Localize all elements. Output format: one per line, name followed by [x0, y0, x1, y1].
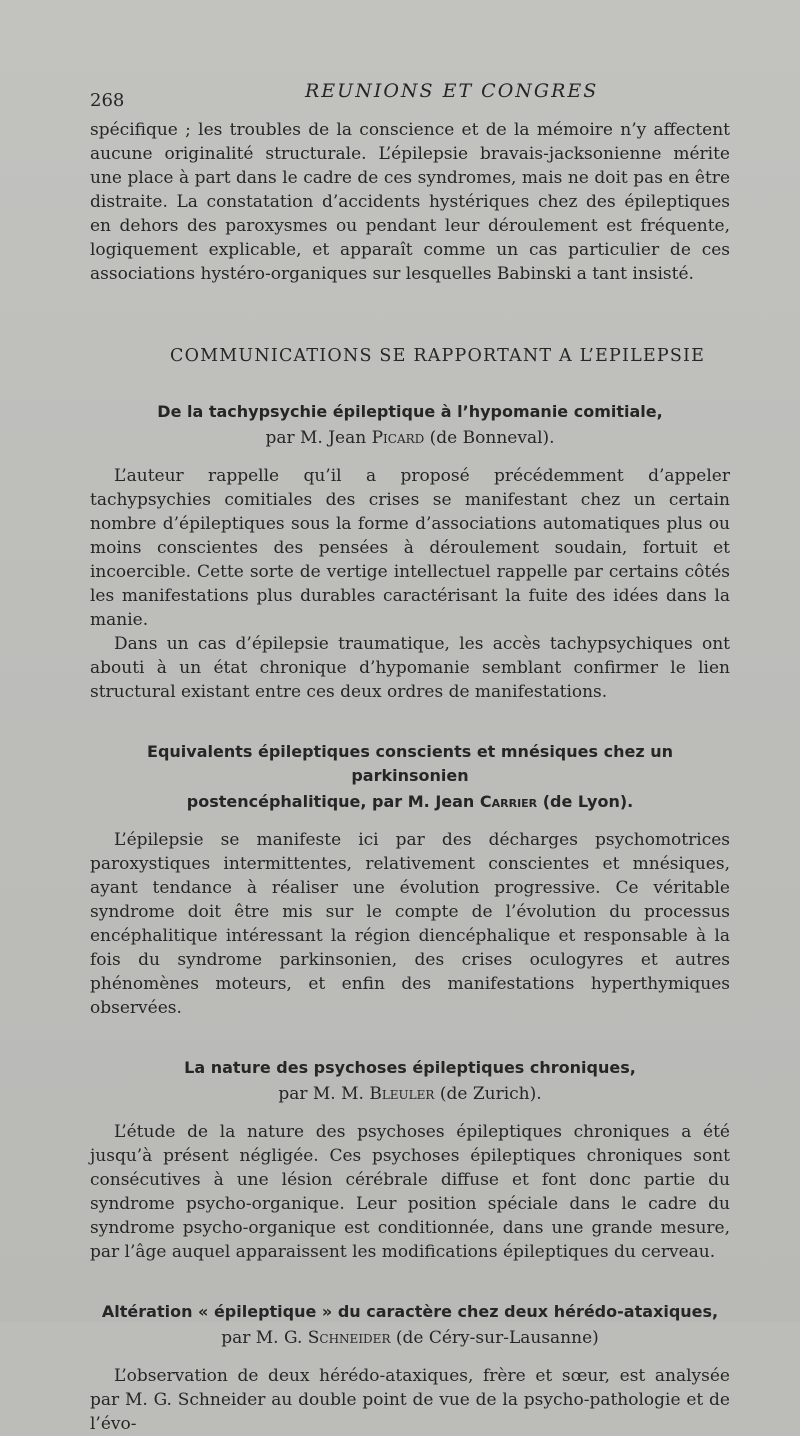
page-number: 268 — [90, 90, 125, 111]
section-title: COMMUNICATIONS SE RAPPORTANT A L’EPILEPSIE — [170, 346, 706, 366]
author-name: Picard — [371, 428, 425, 448]
communication-title — [90, 740, 730, 788]
author-name: Schneider — [307, 1328, 391, 1348]
running-title: REUNIONS ET CONGRES — [305, 80, 599, 102]
intro-paragraph: spécifique ; les troubles de la conscience et de la mémoire n’y affectent aucune originalité structurale. L’épilepsie bravais-jacksonienne mérite une place à part dans le cadre de ces syndromes, mais ne doit pas en être distraite. La constatation d’accidents hystériques chez des épileptiques en dehors des paroxysmes ou pendant leur déroulement est fréquente, logiquement explicable, et apparaît comme un cas particulier de ces associations hystéro-organiques sur lesquelles Babinski a tant insisté. — [90, 120, 730, 284]
communication-paragraph: L’observation de deux hérédo-ataxiques, frère et sœur, est analysée par M. G. Schneider au double point de vue de la psycho-pathologie et de l’évo- — [90, 1366, 730, 1434]
communication-2 — [90, 740, 730, 1020]
communication-1 — [90, 400, 730, 704]
communication-paragraph: L’épilepsie se manifeste ici par des décharges psychomotrices paroxystiques intermittentes, relativement conscientes et mnésiques, ayant tendance à réaliser une évolution progressive. Ce véritable syndrome doit être mis sur le compte de l’évolution du processus encéphalitique intéressant la région diencéphalique et responsable à la fois du syndrome parkinsonien, des crises oculogyres et autres phénomènes moteurs, et enfin des manifestations hyperthymiques observées. — [90, 830, 730, 1018]
communication-paragraph: L’étude de la nature des psychoses épileptiques chroniques a été jusqu’à présent négligée. Ces psychoses épileptiques chroniques sont consécutives à une lésion cérébrale diffuse et font donc partie du syndrome psycho-organique. Leur position spéciale dans le cadre du syndrome psycho-organique est conditionnée, dans une grande mesure, par l’âge auquel apparaissent les modifications épileptiques du cerveau. — [90, 1122, 730, 1262]
author-affiliation: (de Lyon). — [537, 792, 634, 811]
communication-4 — [90, 1300, 730, 1436]
author-affiliation: (de Zurich). — [434, 1084, 542, 1104]
communication-author — [90, 426, 730, 450]
communication-author — [90, 1326, 730, 1350]
communication-title: Altération « épileptique » du caractère chez deux hérédo-ataxiques, — [101, 1302, 719, 1321]
author-prefix: par M. Jean — [265, 428, 372, 448]
communication-paragraph: Dans un cas d’épilepsie traumatique, les accès tachypsychiques ont abouti à un état chronique d’hypomanie semblant confirmer le lien structural existant entre ces deux ordres de manifestations. — [90, 634, 730, 702]
communication-title-line: Equivalents épileptiques conscients et mnésiques chez un parkinsonien — [147, 742, 673, 785]
communication-author — [90, 1082, 730, 1106]
communication-title: La nature des psychoses épileptiques chroniques, — [184, 1058, 636, 1077]
author-affiliation: (de Bonneval). — [424, 428, 555, 448]
author-prefix: par M. M. — [278, 1084, 370, 1104]
communication-title: De la tachypsychie épileptique à l’hypomanie comitiale, — [157, 402, 663, 421]
author-affiliation: (de Céry-sur-Lausanne) — [390, 1328, 599, 1348]
communication-author — [90, 790, 730, 814]
author-name: Carrier — [479, 792, 538, 811]
author-prefix: par M. G. — [221, 1328, 308, 1348]
page-header — [90, 78, 730, 118]
communication-3 — [90, 1056, 730, 1264]
communication-paragraph: L’auteur rappelle qu’il a proposé précédemment d’appeler tachypsychies comitiales des crises se manifestant chez un certain nombre d’épileptiques sous la forme d’associations automatiques plus ou moins conscientes des pensées à déroulement soudain, fortuit et incoercible. Cette sorte de vertige intellectuel rappelle par certains côtés les manifestations plus durables caractérisant la fuite des idées dans la manie. — [90, 466, 730, 630]
communication-title-line: postencéphalitique, par M. Jean — [186, 792, 480, 811]
author-name: Bleuler — [369, 1084, 435, 1104]
